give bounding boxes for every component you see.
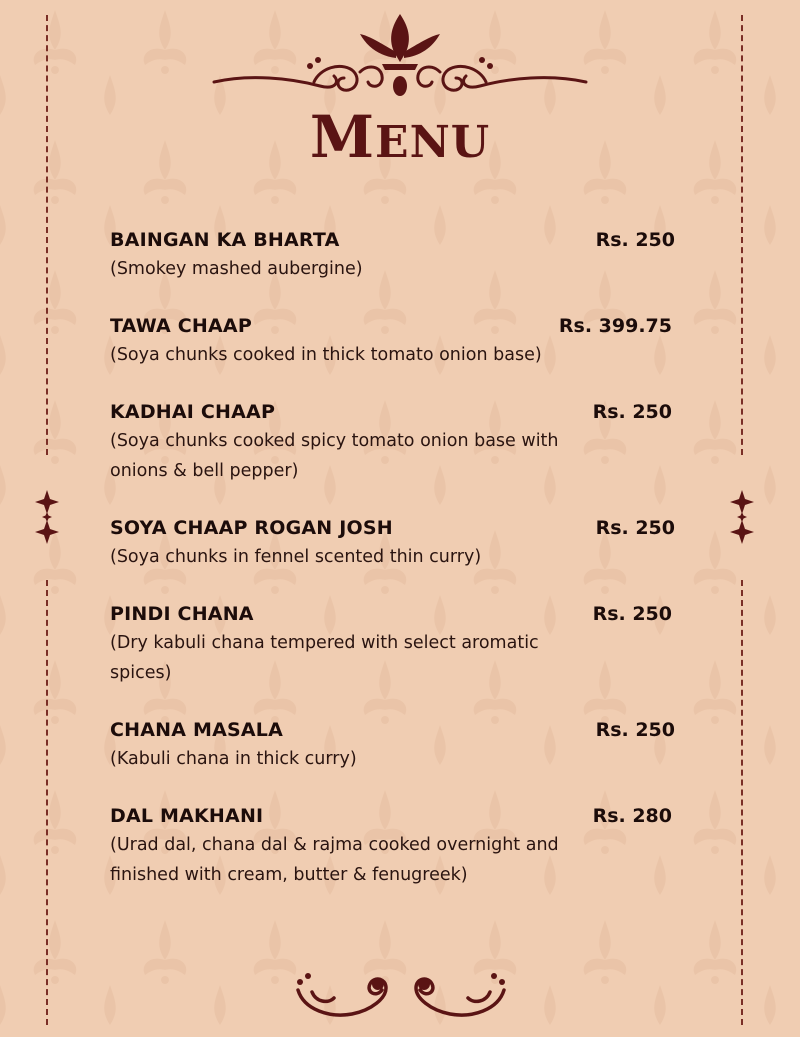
scroll-flourish-icon	[290, 968, 512, 1028]
item-price: Rs. 250	[592, 401, 672, 423]
menu-item	[110, 516, 675, 572]
menu-item	[110, 228, 675, 284]
item-price: Rs. 399.75	[558, 315, 672, 337]
item-name: PINDI CHANA	[110, 603, 254, 625]
item-description: (Urad dal, chana dal & rajma cooked overnight and finished with cream, butter & fenugreek)	[110, 835, 559, 885]
menu-item	[110, 314, 675, 370]
item-price: Rs. 250	[595, 517, 675, 539]
menu-item	[110, 400, 675, 486]
menu-item	[110, 804, 675, 890]
left-border-top	[46, 15, 48, 455]
item-price: Rs. 250	[592, 603, 672, 625]
item-description: (Soya chunks cooked spicy tomato onion base with onions & bell pepper)	[110, 431, 559, 481]
left-border-bottom	[46, 580, 48, 1025]
sparkle-icon	[727, 488, 757, 548]
item-name: KADHAI CHAAP	[110, 401, 276, 423]
item-description: (Soya chunks in fennel scented thin curry)	[110, 547, 482, 567]
fleur-de-lis-ornament-icon	[210, 12, 590, 104]
item-name: SOYA CHAAP ROGAN JOSH	[110, 517, 393, 539]
menu-item	[110, 602, 675, 688]
item-name: CHANA MASALA	[110, 719, 283, 741]
item-description: (Kabuli chana in thick curry)	[110, 749, 357, 769]
item-price: Rs. 250	[595, 229, 675, 251]
right-border-top	[741, 15, 743, 455]
item-description: (Dry kabuli chana tempered with select aromatic spices)	[110, 633, 539, 683]
item-description: (Smokey mashed aubergine)	[110, 259, 363, 279]
item-name: TAWA CHAAP	[110, 315, 252, 337]
right-border-bottom	[741, 580, 743, 1025]
item-description: (Soya chunks cooked in thick tomato onion base)	[110, 345, 542, 365]
item-name: DAL MAKHANI	[110, 805, 264, 827]
menu-item	[110, 718, 675, 774]
item-price: Rs. 250	[595, 719, 675, 741]
item-name: BAINGAN KA BHARTA	[110, 229, 340, 251]
menu-list	[110, 228, 675, 890]
item-price: Rs. 280	[592, 805, 672, 827]
page-title: MENU	[309, 103, 491, 171]
sparkle-icon	[32, 488, 62, 548]
